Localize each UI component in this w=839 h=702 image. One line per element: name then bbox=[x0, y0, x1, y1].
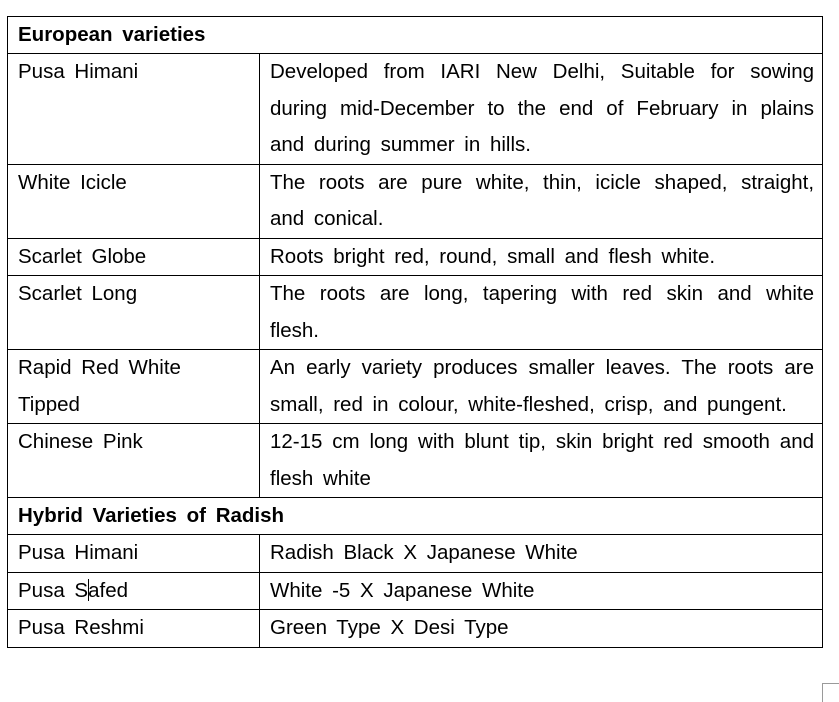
variety-name[interactable] bbox=[8, 572, 260, 610]
variety-name bbox=[8, 350, 260, 424]
table-row bbox=[8, 54, 823, 165]
table-row bbox=[8, 238, 823, 276]
variety-name-text: Scarlet Long bbox=[18, 282, 138, 305]
variety-description: 12-15 cm long with blunt tip, skin bright red smooth and flesh white bbox=[260, 424, 823, 498]
variety-name bbox=[8, 164, 260, 238]
variety-name-text: Pusa Himani bbox=[18, 541, 139, 564]
page-corner-marker bbox=[822, 683, 839, 702]
name-before-cursor: Pusa S bbox=[18, 578, 89, 602]
section-header-row bbox=[8, 17, 823, 54]
variety-description: Developed from IARI New Delhi, Suitable for sowing during mid-December to the end of February in plains and during summer in hills. bbox=[260, 54, 823, 165]
variety-description: The roots are pure white, thin, icicle shaped, straight, and conical. bbox=[260, 164, 823, 238]
variety-name-text: Scarlet Globe bbox=[18, 244, 147, 268]
variety-name bbox=[8, 276, 260, 350]
section-header-row bbox=[8, 498, 823, 535]
variety-name-text: White Icicle bbox=[18, 170, 127, 194]
variety-description: Roots bright red, round, small and flesh white. bbox=[260, 238, 823, 276]
table-row bbox=[8, 164, 823, 238]
radish-varieties-table bbox=[7, 16, 823, 648]
variety-name-text: Pusa Himani bbox=[18, 60, 139, 83]
variety-name bbox=[8, 535, 260, 573]
variety-name-text[interactable] bbox=[18, 573, 249, 610]
section-title-european: European varieties bbox=[8, 17, 823, 54]
table-row bbox=[8, 424, 823, 498]
variety-name-text: Pusa Reshmi bbox=[18, 616, 144, 639]
table-row bbox=[8, 276, 823, 350]
table-row bbox=[8, 350, 823, 424]
variety-description: An early variety produces smaller leaves. The roots are small, red in colour, white-fleshed, crisp, and pungent. bbox=[260, 350, 823, 424]
variety-name bbox=[8, 238, 260, 276]
variety-name-text: Chinese Pink bbox=[18, 430, 143, 453]
variety-description: Green Type X Desi Type bbox=[260, 610, 823, 648]
variety-description: Radish Black X Japanese White bbox=[260, 535, 823, 573]
table-row[interactable] bbox=[8, 572, 823, 610]
section-title-hybrid: Hybrid Varieties of Radish bbox=[8, 498, 823, 535]
variety-name-text: Rapid Red White Tipped bbox=[18, 356, 181, 416]
variety-name bbox=[8, 610, 260, 648]
variety-name bbox=[8, 54, 260, 165]
variety-name bbox=[8, 424, 260, 498]
name-after-cursor: afed bbox=[88, 578, 129, 602]
table-row bbox=[8, 610, 823, 648]
variety-description: White -5 X Japanese White bbox=[260, 572, 823, 610]
table-row bbox=[8, 535, 823, 573]
variety-description: The roots are long, tapering with red skin and white flesh. bbox=[260, 276, 823, 350]
